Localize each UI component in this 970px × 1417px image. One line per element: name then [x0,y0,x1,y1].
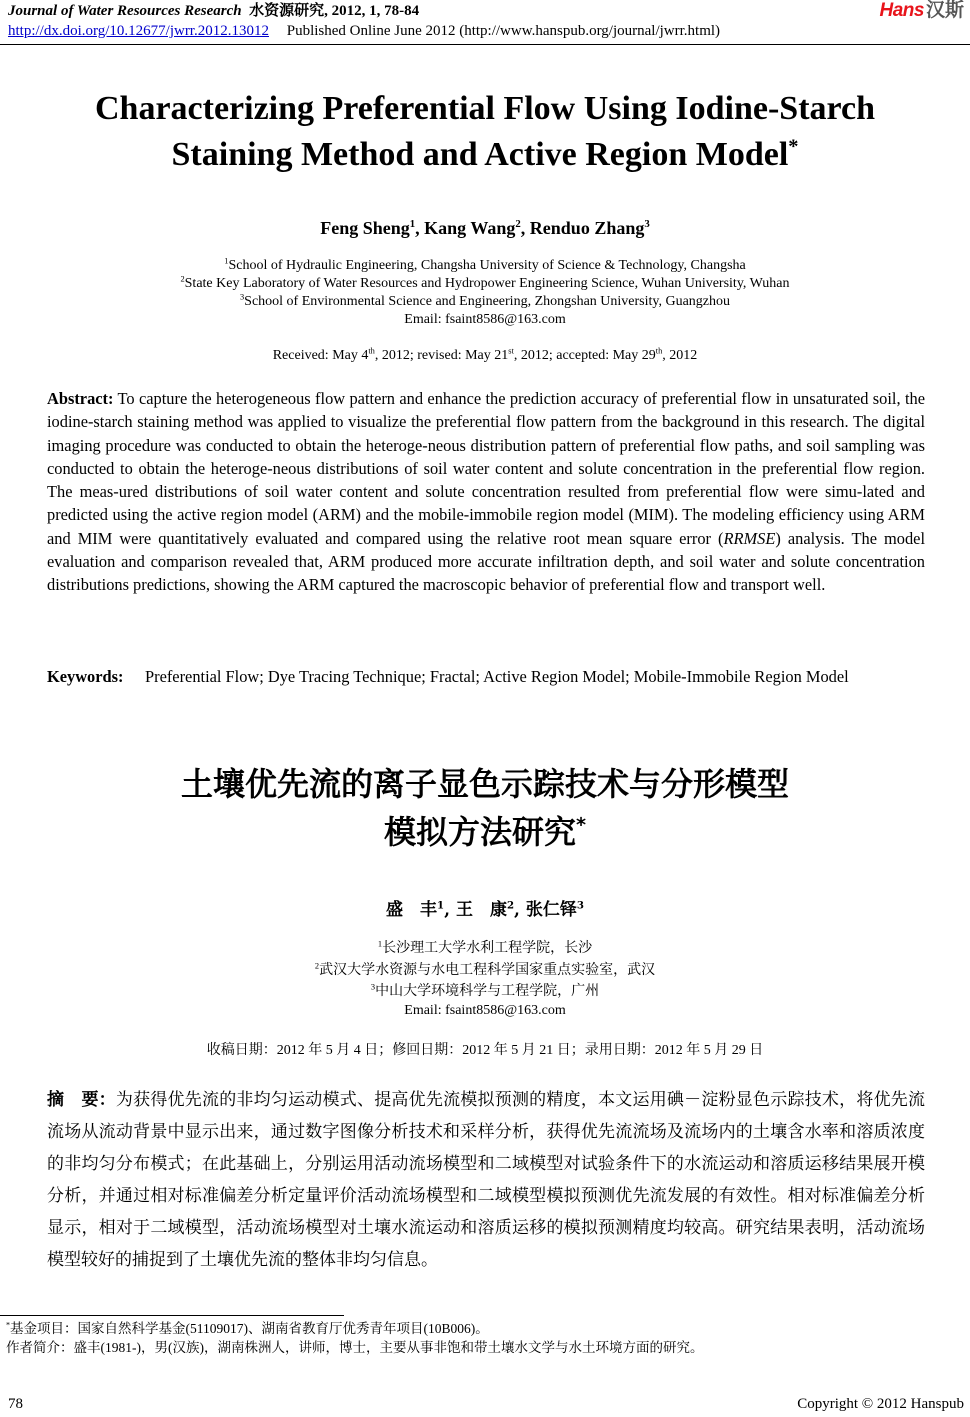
author-name: Kang Wang [424,218,516,238]
author-affil-mark: 3 [576,899,584,912]
author-affil-mark: 1 [437,899,445,912]
abstract-text: To capture the heterogeneous flow pattern and enhance the prediction accuracy of preferential flow in unsaturated soil, the iodine-starch staining method was applied to visualize the preferential flow pattern from the background in this research. The digital imaging procedure was conducted to obtain the heteroge-neous distribution pattern of preferential flow paths, and soil sampling was conducted to obtain the heteroge-neous distributions of soil water content and solute concentration in the preferential flow region. The meas-ured distributions of soil water content and solute concentration resulted from preferential flow were simu-lated and predicted using the active region model (ARM) and the mobile-immobile region model (MIM). The modeling efficiency using ARM and MIM were quantitatively evaluated and compared using the relative root mean square error ( [47,389,925,548]
abstract-text: ) analysis. The model evaluation and comparison revealed that, ARM produced more accurate infiltration depth, and soil water and solute concentration distributions predictions, showing the ARM captured the macroscopic behavior of preferential flow and transport well. [47,528,925,595]
author-name-cn: 张仁铎 [525,900,577,920]
paper-title-en [0,86,970,178]
footnote-divider [0,1315,344,1316]
published-online-text: Published Online June 2012 (http://www.hanspub.org/journal/jwrr.html) [286,23,721,39]
received-dates-cn: 收稿日期：2012 年 5 月 4 日；修回日期：2012 年 5 月 21 日；录用日期：2012 年 5 月 29 日 [206,1043,764,1058]
received-text: Received: May 4 [272,348,369,363]
keywords-label: Keywords: [47,667,124,686]
affiliation-en [0,292,970,311]
funding-text: 基金项目：国家自然科学基金(51109017)、湖南省教育厅优秀青年项目(10B006)。 [10,1321,489,1336]
author-affil-mark: 1 [409,218,416,230]
affil-text: 中山大学环境科学与工程学院，广州 [375,984,600,999]
ordinal-suffix: th [655,346,663,356]
affil-text: School of Hydraulic Engineering, Changsha University of Science & Technology, Changsha [228,258,746,273]
title-cn-line2: 模拟方法研究 [383,813,576,851]
affil-mark: 1 [224,256,229,266]
doi-line [8,22,720,40]
abstract-cn [47,1084,925,1276]
affiliation-cn [0,982,970,1001]
author-name-cn: 盛 丰 [386,900,438,920]
author-separator: , [444,900,456,920]
ordinal-suffix: st [508,346,514,356]
received-dates-en [0,346,970,365]
author-affil-mark: 3 [644,218,650,230]
author-name-cn: 王 康 [455,900,507,920]
ordinal-suffix: th [368,346,375,356]
footnote-funding [6,1320,489,1338]
affil-text: 长沙理工大学水利工程学院，长沙 [382,941,593,956]
affil-mark: 2 [180,274,185,284]
page-number: 78 [8,1396,23,1412]
doi-link[interactable]: http://dx.doi.org/10.12677/jwrr.2012.13012 [8,23,269,39]
affil-mark: 1 [377,939,383,949]
author-separator: , [415,218,425,238]
abstract-italic-term: RRMSE [723,528,776,548]
journal-header [8,2,419,20]
author-separator: , [514,900,526,920]
affiliation-cn [0,939,970,958]
affiliation-cn [0,961,970,980]
abstract-label: Abstract: [47,389,114,408]
logo-text-cn: 汉斯 [925,0,964,21]
author-name: Renduo Zhang [529,218,645,238]
hanspub-logo [880,1,964,21]
title-footnote-mark: * [788,135,799,158]
paper-title-cn [0,760,970,856]
keywords-en [47,665,927,688]
year-text: , 2012 [662,348,698,363]
email-en: Email: fsaint8586@163.com [404,312,566,327]
affil-text: 武汉大学水资源与水电工程科学国家重点实验室，武汉 [319,963,656,978]
affil-mark: 2 [314,961,320,971]
authors-en [0,216,970,240]
header-divider [0,44,970,45]
affiliation-en [0,256,970,275]
title-cn-line1: 土壤优先流的离子显色示踪技术与分形模型 [180,765,789,803]
title-en-line2: Staining Method and Active Region Model [171,136,789,173]
footnote-mark: * [6,1320,11,1330]
author-affil-mark: 2 [506,899,515,912]
journal-name: Journal of Water Resources Research [8,3,242,19]
keywords-text: Preferential Flow; Dye Tracing Technique; Fractal; Active Region Model; Mobile-Immobile Region Model [145,667,849,686]
authors-cn [0,898,970,922]
affil-mark: 3 [239,292,245,302]
abstract-en [47,387,925,597]
author-name: Feng Sheng [320,218,410,238]
logo-text-en: Hans [879,0,924,21]
revised-text: , 2012; revised: May 21 [374,348,509,363]
abstract-cn-text: 为获得优先流的非均匀运动模式、提高优先流模拟预测的精度，本文运用碘－淀粉显色示踪技术，将优先流流场从流动背景中显示出来，通过数字图像分析技术和采样分析，获得优先流流场及流场内的土壤含水率和溶质浓度的非均匀分布模式；在此基础上，分别运用活动流场模型和二域模型对试验条件下的水流运动和溶质运移结果展开模分析，并通过相对标准偏差分析定量评价活动流场模型和二域模型模拟预测优先流发展的有效性。相对标准偏差分析显示，相对于二域模型，活动流场模型对土壤水流运动和溶质运移的模拟预测精度均较高。研究结果表明，活动流场模型较好的捕捉到了土壤优先流的整体非均匀信息。 [47,1090,926,1269]
author-separator: , [520,218,530,238]
affil-text: School of Environmental Science and Engineering, Zhongshan University, Guangzhou [244,294,731,309]
author-affil-mark: 2 [515,218,521,230]
affil-text: State Key Laboratory of Water Resources and Hydropower Engineering Science, Wuhan University, Wuhan [184,276,790,291]
footnote-author-bio: 作者简介：盛丰(1981-)，男(汉族)，湖南株洲人，讲师，博士，主要从事非饱和带土壤水文学与水土环境方面的研究。 [6,1340,704,1355]
title-en-line1: Characterizing Preferential Flow Using Iodine-Starch [94,90,875,127]
affiliation-en [0,274,970,293]
abstract-cn-label: 摘 要： [47,1090,116,1109]
title-cn-footnote-mark: * [575,813,587,837]
copyright-notice: Copyright © 2012 Hanspub [797,1396,964,1412]
journal-issue-info: 水资源研究, 2012, 1, 78-84 [249,3,420,19]
affil-mark: 3 [370,982,376,992]
accepted-text: , 2012; accepted: May 29 [513,348,656,363]
email-cn: Email: fsaint8586@163.com [404,1003,566,1018]
